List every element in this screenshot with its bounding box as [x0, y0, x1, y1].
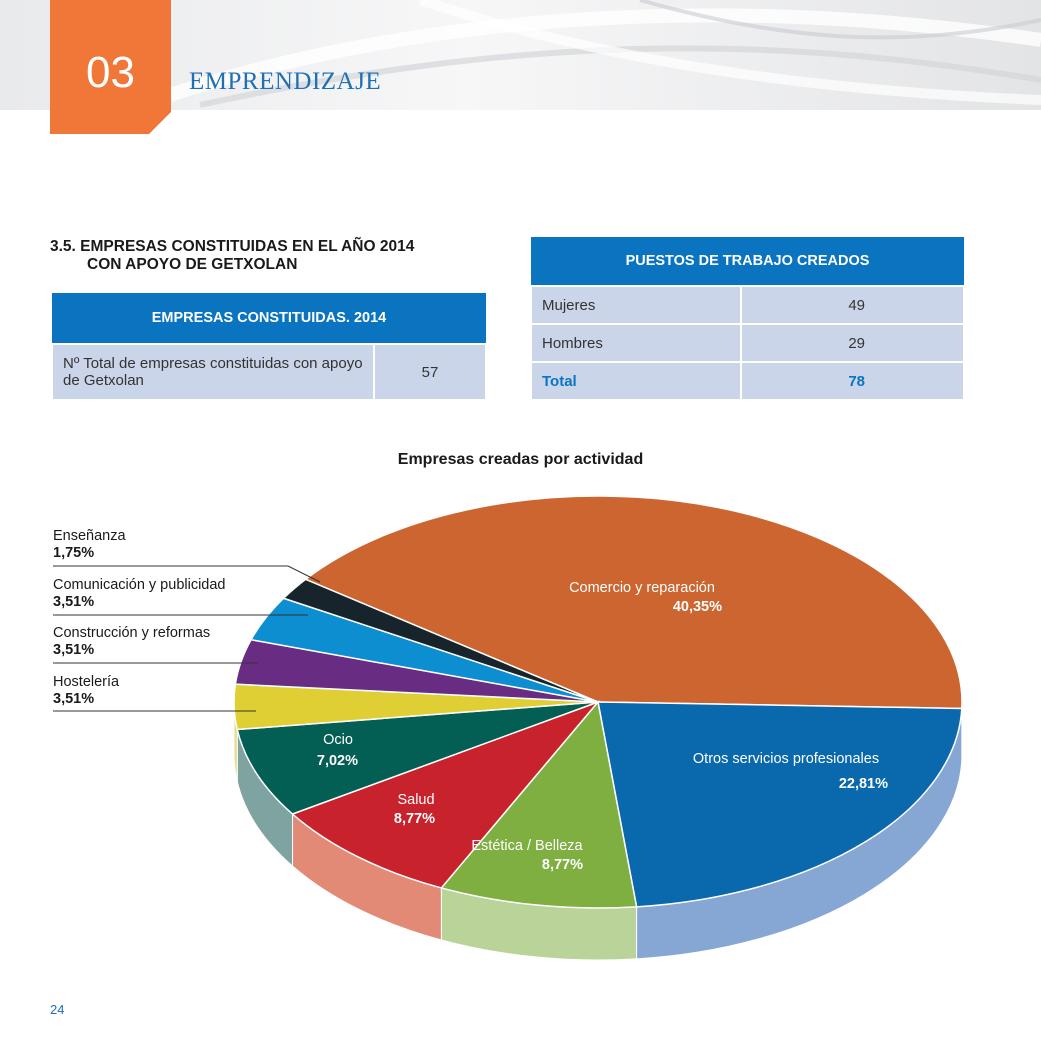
- table-row: [531, 286, 964, 324]
- slice-value: 8,77%: [541, 857, 583, 873]
- chapter-title: EMPRENDIZAJE: [189, 68, 382, 95]
- pie-slice: [598, 702, 962, 907]
- slice-label: Salud: [397, 792, 435, 808]
- section-title-line2: CON APOYO DE GETXOLAN: [87, 256, 298, 273]
- puestos-label: Mujeres: [531, 286, 741, 324]
- puestos-table: [530, 237, 965, 401]
- puestos-total-value: 78: [741, 362, 964, 400]
- outside-label: Hostelería: [53, 674, 120, 690]
- slice-value: 22,81%: [838, 776, 888, 792]
- table-row: [531, 324, 964, 362]
- page-number: 24: [50, 1002, 65, 1017]
- outside-label: Construcción y reformas: [53, 625, 211, 641]
- outside-value: 3,51%: [53, 691, 95, 707]
- puestos-total-label: Total: [531, 362, 741, 400]
- empresas-table-header: EMPRESAS CONSTITUIDAS. 2014: [52, 293, 486, 344]
- empresas-value: 57: [374, 344, 486, 400]
- slice-label: Comercio y reparación: [569, 580, 715, 596]
- slice-value: 7,02%: [316, 753, 358, 769]
- chart-title: Empresas creadas por actividad: [397, 451, 644, 468]
- outside-value: 1,75%: [53, 545, 95, 561]
- table-row: [52, 344, 486, 400]
- empresas-table: [51, 293, 487, 401]
- section-title: [50, 238, 490, 274]
- empresas-label: Nº Total de empresas constituidas con apoyo de Getxolan: [52, 344, 374, 400]
- table-row: [531, 362, 964, 400]
- chapter-badge: [50, 0, 171, 134]
- section-title-line1: 3.5. EMPRESAS CONSTITUIDAS EN EL AÑO 2014: [50, 238, 415, 255]
- outside-label: Comunicación y publicidad: [53, 577, 226, 593]
- chapter-number: 03: [86, 48, 135, 97]
- puestos-value: 49: [741, 286, 964, 324]
- outside-value: 3,51%: [53, 642, 95, 658]
- outside-label: Enseñanza: [53, 528, 126, 544]
- slice-value: 8,77%: [393, 811, 435, 827]
- outside-value: 3,51%: [53, 594, 95, 610]
- slice-label: Estética / Belleza: [471, 838, 583, 854]
- slice-label: Ocio: [323, 732, 353, 748]
- puestos-label: Hombres: [531, 324, 741, 362]
- pie-chart: [0, 470, 1041, 980]
- puestos-value: 29: [741, 324, 964, 362]
- slice-label: Otros servicios profesionales: [692, 751, 880, 767]
- puestos-table-header: PUESTOS DE TRABAJO CREADOS: [531, 237, 964, 286]
- slice-value: 40,35%: [672, 599, 722, 615]
